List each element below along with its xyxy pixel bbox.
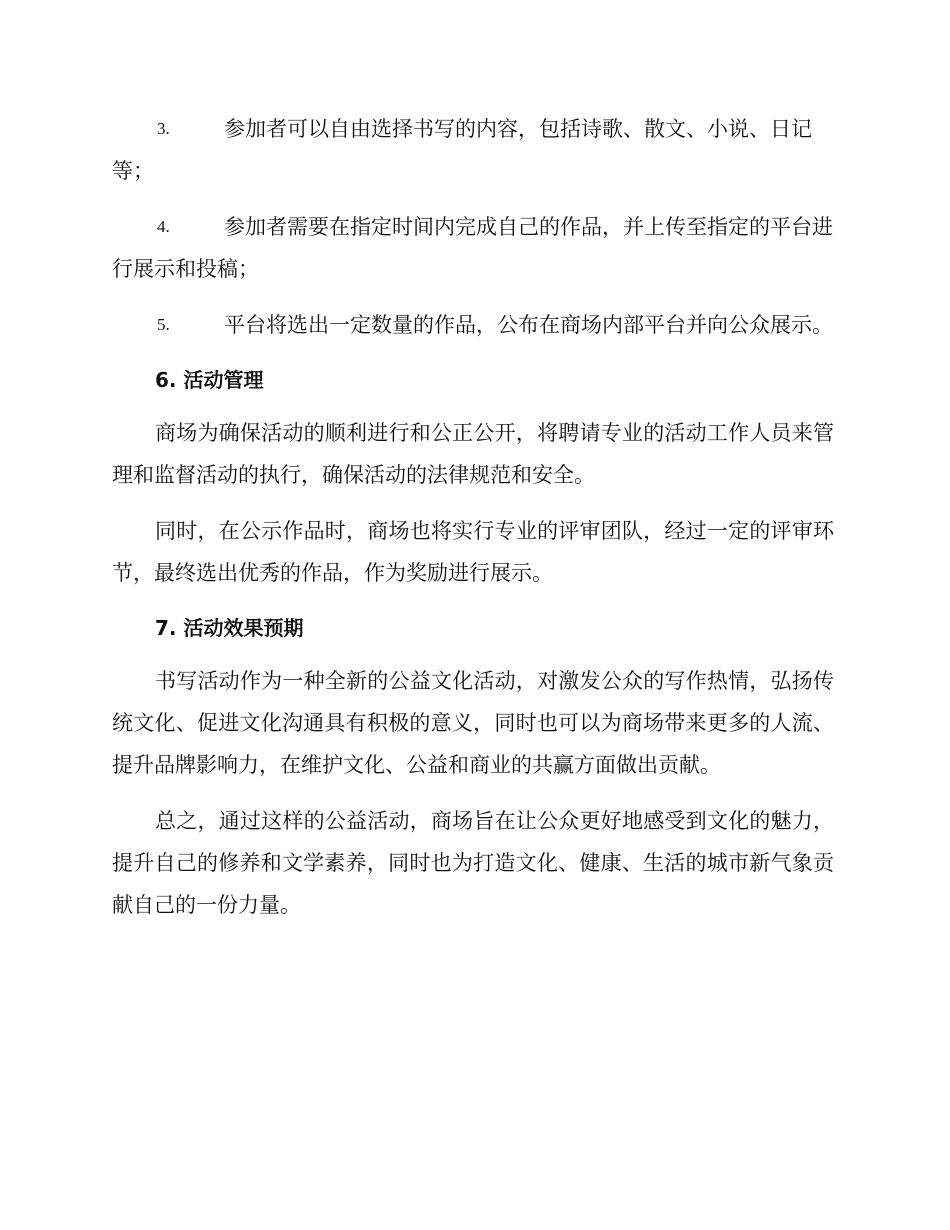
section-heading-expected-effect: 7. 活动效果预期 — [155, 616, 304, 640]
paragraph: 书写活动作为一种全新的公益文化活动，对激发公众的写作热情，弘扬传统文化、促进文化沟通具有积极的意义，同时也可以为商场带来更多的人流、提升品牌影响力，在维护文化、公益和商业的共赢方面做出贡献。 — [112, 669, 834, 777]
paragraph: 商场为确保活动的顺利进行和公正公开，将聘请专业的活动工作人员来管理和监督活动的执行，确保活动的法律规范和安全。 — [112, 421, 834, 487]
section-heading-management: 6. 活动管理 — [155, 368, 264, 392]
list-item — [112, 206, 834, 290]
paragraph: 同时，在公示作品时，商场也将实行专业的评审团队，经过一定的评审环节，最终选出优秀的作品，作为奖励进行展示。 — [112, 519, 834, 585]
list-item-text: 参加者可以自由选择书写的内容，包括诗歌、散文、小说、日记等； — [112, 117, 812, 183]
document-page — [112, 108, 834, 940]
list-item-number: 4. — [157, 217, 170, 236]
list-item-text: 参加者需要在指定时间内完成自己的作品，并上传至指定的平台进行展示和投稿； — [112, 215, 833, 281]
list-item — [112, 304, 834, 346]
paragraph: 总之，通过这样的公益活动，商场旨在让公众更好地感受到文化的魅力，提升自己的修养和文学素养，同时也为打造文化、健康、生活的城市新气象贡献自己的一份力量。 — [112, 809, 834, 917]
list-item-number: 3. — [157, 119, 170, 138]
list-item-number: 5. — [157, 315, 170, 334]
list-item — [112, 108, 834, 192]
list-item-text: 平台将选出一定数量的作品，公布在商场内部平台并向公众展示。 — [224, 313, 833, 337]
